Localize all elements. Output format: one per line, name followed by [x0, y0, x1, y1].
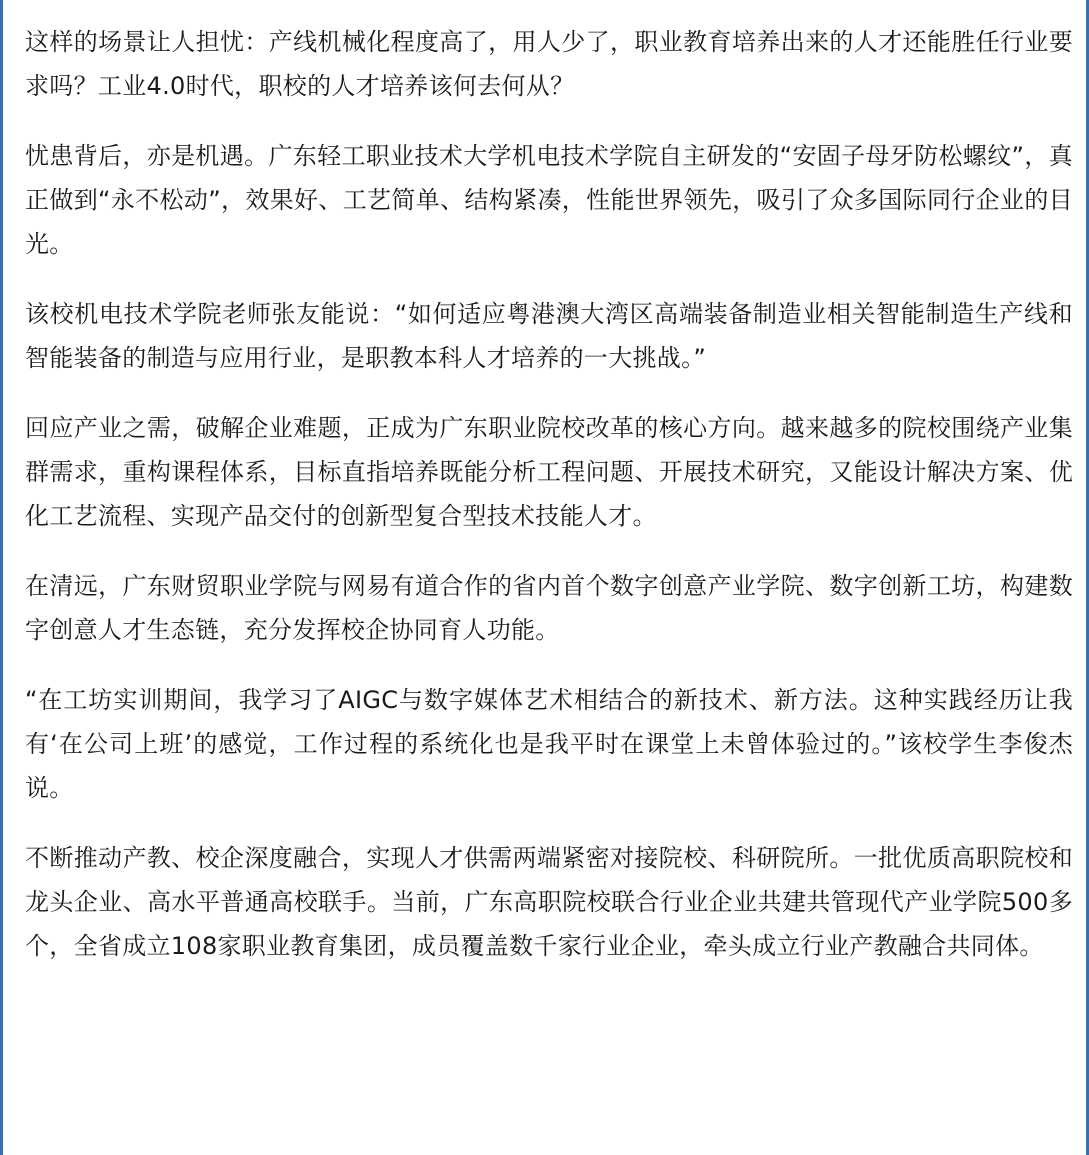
paragraph-7: 不断推动产教、校企深度融合，实现人才供需两端紧密对接院校、科研院所。一批优质高职院校和龙头企业、高水平普通高校联手。当前，广东高职院校联合行业企业共建共管现代产业学院500多个，全省成立108家职业教育集团，成员覆盖数千家行业企业，牵头成立行业产教融合共同体。: [25, 844, 1073, 960]
paragraph-6: “在工坊实训期间，我学习了AIGC与数字媒体艺术相结合的新技术、新方法。这种实践经历让我有‘在公司上班’的感觉，工作过程的系统化也是我平时在课堂上未曾体验过的。”该校学生李俊杰说。: [25, 686, 1073, 802]
paragraph-2: 忧患背后，亦是机遇。广东轻工职业技术大学机电技术学院自主研发的“安固子母牙防松螺纹”，真正做到“永不松动”，效果好、工艺简单、结构紧凑，性能世界领先，吸引了众多国际同行企业的目光。: [25, 142, 1073, 258]
paragraph-4: 回应产业之需，破解企业难题，正成为广东职业院校改革的核心方向。越来越多的院校围绕产业集群需求，重构课程体系，目标直指培养既能分析工程问题、开展技术研究，又能设计解决方案、优化工艺流程、实现产品交付的创新型复合型技术技能人才。: [25, 414, 1073, 530]
article-body: [25, 20, 1073, 994]
paragraph-3: 该校机电技术学院老师张友能说：“如何适应粤港澳大湾区高端装备制造业相关智能制造生产线和智能装备的制造与应用行业，是职教本科人才培养的一大挑战。”: [25, 300, 1073, 372]
paragraph-1: 这样的场景让人担忧：产线机械化程度高了，用人少了，职业教育培养出来的人才还能胜任行业要求吗？工业4.0时代，职校的人才培养该何去何从？: [25, 28, 1073, 100]
paragraph-5: 在清远，广东财贸职业学院与网易有道合作的省内首个数字创意产业学院、数字创新工坊，构建数字创意人才生态链，充分发挥校企协同育人功能。: [25, 572, 1073, 644]
